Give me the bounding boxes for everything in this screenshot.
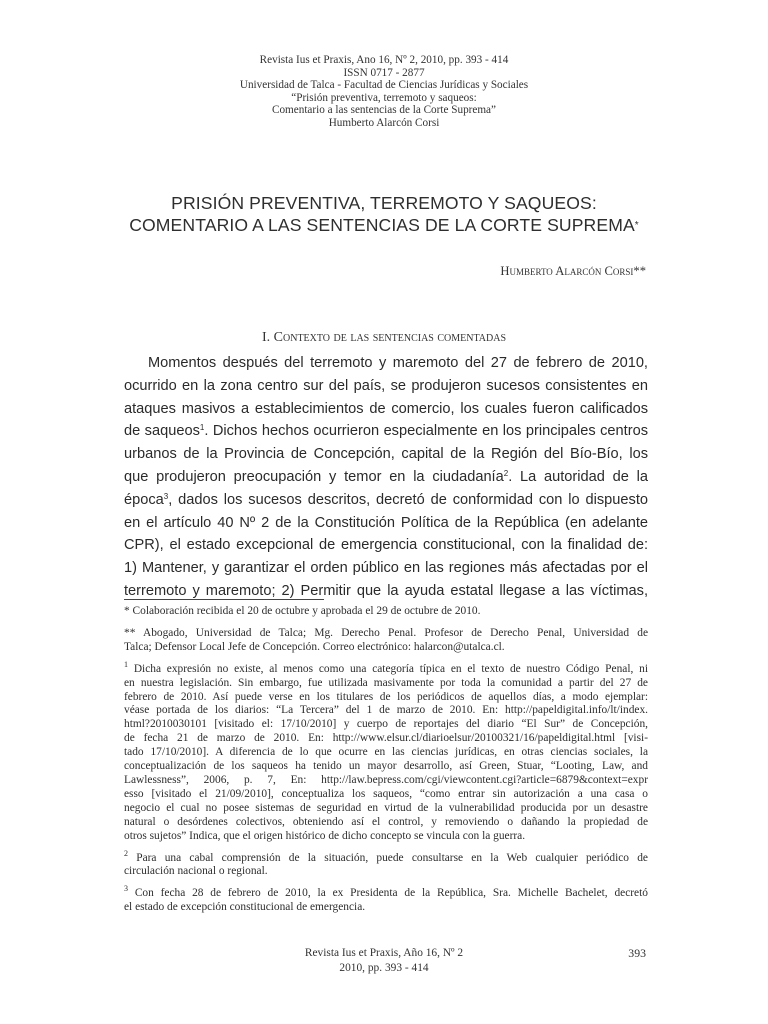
footer-journal: Revista Ius et Praxis, Año 16, Nº 2	[304, 947, 464, 959]
footnote-2	[124, 848, 648, 880]
footnote-line: negocio el cual no posee sistemas de seguridad en virtud de la vulnerabilidad producida por un desastre	[124, 801, 648, 814]
footnote-line: * Colaboración recibida el 20 de octubre y aprobada el 29 de octubre de 2010.	[124, 605, 481, 617]
footnote-line: ** Abogado, Universidad de Talca; Mg. Derecho Penal. Profesor de Derecho Penal, Universidad de	[124, 626, 648, 639]
body-text: , dados los sucesos descritos, decretó de conformidad con lo dispuesto	[168, 491, 648, 508]
header-author: Humberto Alarcón Corsi	[328, 116, 440, 129]
journal-citation: Revista Ius et Praxis, Ano 16, Nº 2, 2010, pp. 393 - 414	[259, 54, 509, 66]
article-short-title-1: “Prisión preventiva, terremoto y saqueos:	[291, 91, 477, 104]
footnote-line	[124, 848, 648, 866]
footnote-line: conceptualización de los saqueos ha tenido un mayor desarrollo, así Green, Stuar, “Looting, Law, and	[124, 760, 648, 773]
body-line: en el artículo 40 Nº 2 de la Constitución Política de la República (en adelante	[124, 514, 648, 531]
institution: Universidad de Talca - Facultad de Ciencias Jurídicas y Sociales	[239, 79, 529, 92]
body-text: época	[124, 491, 164, 508]
footnote-line: tado 17/10/2010]. A diferencia de lo que ocurre en las ciencias jurídicas, en otras ciencias sociales, la	[124, 746, 648, 759]
footnote-line	[124, 659, 648, 677]
section-title: Contexto de las sentencias comentadas	[273, 330, 507, 345]
footnotes	[124, 605, 648, 923]
footnote-line: el estado de excepción constitucional de emergencia.	[124, 901, 366, 914]
footnote-number: 1	[124, 659, 128, 669]
body-line: ocurrido en la zona centro sur del país, se produjeron sucesos consistentes en	[124, 377, 648, 394]
footer-pages: 2010, pp. 393 - 414	[339, 961, 429, 974]
footnote-text: Dicha expresión no existe, al menos como una categoría típica en el texto de nuestro Código Penal, ni	[133, 662, 648, 675]
footnote-line: Lawlessness”, 2006, p. 7, En: http://law.bepress.com/cgi/viewcontent.cgi?article=6879&context=expr	[124, 773, 648, 786]
footnote-line: febrero de 2010. Así puede verse en los titulares de los periódicos de aquellos días, a modo ejemplar:	[124, 690, 648, 703]
issn: ISSN 0717 - 2877	[343, 66, 425, 79]
body-text: . La autoridad de la	[508, 468, 648, 485]
title-line-1: PRISIÓN PREVENTIVA, TERREMOTO Y SAQUEOS:	[171, 193, 597, 213]
title-line-2-text: COMENTARIO A LAS SENTENCIAS DE LA CORTE SUPREMA	[129, 215, 635, 235]
footnote-line: esso [visitado el 21/09/2010], conceptualiza los saqueos, “como entrar sin autorización a una casa o	[124, 787, 648, 800]
body-line: 1) Mantener, y garantizar el orden público en las regiones más afectadas por el	[124, 560, 648, 577]
body-text: . Dichos hechos ocurrieron especialmente en los principales centros	[204, 423, 648, 440]
footnote-line: Talca; Defensor Local Jefe de Concepción. Correo electrónico: halarcon@utalca.cl.	[124, 640, 505, 653]
article-short-title-2: Comentario a las sentencias de la Corte Suprema”	[272, 104, 496, 117]
footnote-line	[124, 884, 648, 901]
footnote-ref-1[interactable]: 1	[199, 423, 205, 433]
body-line: urbanos de la Provincia de Concepción, capital de la Región del Bío-Bío, los	[124, 446, 648, 463]
footnote-number: 2	[124, 848, 128, 858]
body-line	[124, 489, 648, 512]
body-text: de saqueos	[124, 423, 200, 440]
footnote-divider	[124, 599, 324, 600]
footnote-text: Con fecha 28 de febrero de 2010, la ex Presidenta de la República, Sra. Michelle Bachelet, decretó	[134, 887, 648, 900]
section-heading	[0, 330, 768, 346]
footnote-double-star	[124, 627, 648, 655]
body-paragraph	[124, 352, 648, 603]
body-line: CPR), el estado excepcional de emergencia constitucional, con la finalidad de:	[124, 537, 648, 554]
footnote-3	[124, 884, 648, 915]
footnote-line: en nuestra legislación. Sin embargo, fue utilizada masivamente por toda la comunidad a partir del 27 de	[124, 676, 648, 689]
running-footer	[0, 946, 768, 975]
body-text: que produjeron preocupación y temor en la ciudadanía	[124, 468, 504, 485]
title-footnote-marker[interactable]: *	[634, 220, 639, 231]
title-line-2	[60, 214, 708, 237]
footnote-1	[124, 659, 648, 844]
footnote-ref-2[interactable]: 2	[503, 468, 509, 478]
footnote-star	[124, 605, 648, 619]
body-line: Momentos después del terremoto y maremoto del 27 de febrero de 2010,	[148, 355, 648, 371]
footnote-line: html?2010030101 [visitado el: 17/10/2010] y cuerpo de reportajes del diario “El Sur” de Concepción,	[124, 718, 648, 731]
author-name: Humberto Alarcón Corsi**	[500, 264, 646, 278]
running-header	[0, 54, 768, 130]
article-title	[60, 192, 708, 237]
footnote-line: véase portada de los diarios: “La Tercera” del 1 de marzo de 2010. En: http://papeldigital.info/lt/index.	[124, 704, 648, 717]
body-line	[124, 466, 648, 489]
body-line: terremoto y maremoto; 2) Permitir que la ayuda estatal llegase a las víctimas,	[124, 582, 648, 599]
body-line: ataques masivos a establecimientos de comercio, los cuales fueron calificados	[124, 400, 648, 417]
footnote-line: natural o desórdenes colectivos, obteniendo así el control, y removiendo o dañando la propiedad de	[124, 815, 648, 828]
footnote-line: circulación nacional o regional.	[124, 865, 268, 878]
footnote-line: de fecha 21 de marzo de 2010. En: http://www.elsur.cl/diarioelsur/20100321/16/papeldigital.html [visi-	[124, 732, 648, 745]
footnote-line: otros sujetos” Indica, que el origen histórico de dicho concepto se vincula con la guerra.	[124, 829, 526, 842]
section-number: I.	[261, 330, 271, 345]
footnote-number: 3	[124, 884, 128, 894]
body-line	[124, 420, 648, 443]
footnote-ref-3[interactable]: 3	[163, 491, 169, 501]
page-number: 393	[628, 946, 646, 960]
footnote-text: Para una cabal comprensión de la situación, puede consultarse en la Web cualquier periódico de	[136, 851, 648, 864]
